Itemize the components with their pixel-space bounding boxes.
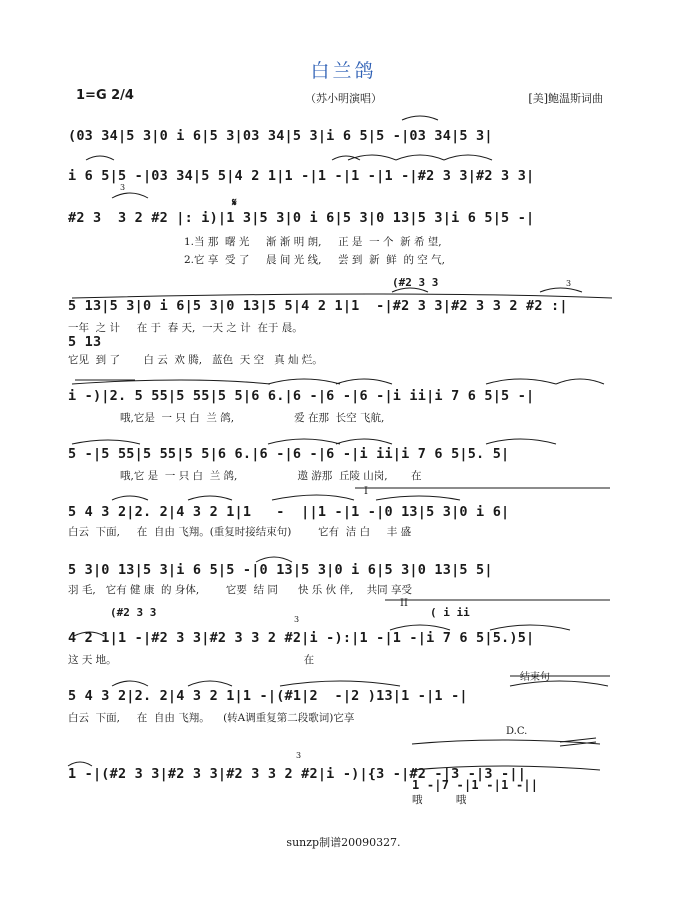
svg-text:3: 3 — [294, 615, 300, 624]
notation-line-6: i -)|2. 5 55|5 55|5 5|6 6.|6 -|6 -|6 -|i ii|i 7 6 5|5 -| — [68, 388, 535, 404]
key-signature: 1=G 2/4 — [76, 88, 134, 103]
lyric-line-11: 白云 下面, 在 自由 飞翔。 (转A调重复第二段歌词)它享 — [68, 712, 355, 724]
lyric-verse1-a: 1.当 那 曙 光 渐 渐 明 朗, 正 是 一 个 新 希 望, — [184, 236, 442, 248]
notation-line-8: 5 4 3 2|2. 2|4 3 2 1|1 - ||1 -|1 -|0 13|5 3|0 i 6| — [68, 504, 510, 520]
notation-line-2: i 6 5|5 -|03 34|5 5|4 2 1|1 -|1 -|1 -|1 -|#2 3 3|#2 3 3| — [68, 168, 535, 184]
lyric-line-12: 哦 哦 — [412, 794, 467, 806]
lyric-line-10: 这 天 地。 在 — [68, 654, 315, 666]
notation-line-5: 5 13 — [68, 334, 102, 350]
notation-line-3: #2 3 3 2 #2 |: i)|1 3|5 3|0 i 6|5 3|0 13|5 3|i 6 5|5 -| — [68, 210, 535, 226]
notation-line-4: 5 13|5 3|0 i 6|5 3|0 13|5 5|4 2 1|1 -|#2 3 3|#2 3 3 2 #2 :| — [68, 298, 568, 314]
notation-line-12-lower: 1 -|7 -|1 -|1 -|| — [412, 778, 539, 792]
song-title: 白兰鸽 — [310, 60, 377, 82]
lyric-verse2-a: 2.它 享 受 了 晨 间 光 线, 尝 到 新 鲜 的 空 气, — [184, 254, 445, 266]
composer-credit: [美]鲍温斯词曲 — [528, 92, 603, 105]
lyric-line-8: 白云 下面, 在 自由 飞翔。(重复时接结束句) 它有 洁 白 丰 盛 — [68, 526, 412, 538]
bracket-mark-3: ( i ii — [430, 606, 470, 619]
lyric-verse1-b: 一年 之 计 在 于 春 天, 一天 之 计 在于 晨。 — [68, 322, 303, 334]
dc-marking: D.C. — [506, 726, 528, 737]
volta-2-label: II — [400, 598, 408, 609]
footer-credit: sunzp制谱20090327. — [286, 836, 401, 849]
triplet-3-mark: 3 — [120, 183, 126, 192]
notation-line-7: 5 -|5 55|5 55|5 5|6 6.|6 -|6 -|6 -|i ii|i 7 6 5|5. 5| — [68, 446, 510, 462]
intro-bracket-mark-2: (#2 3 3 — [110, 606, 157, 619]
notation-line-11: 5 4 3 2|2. 2|4 3 2 1|1 -|(#1|2 -|2 )13|1 -|1 -| — [68, 688, 468, 704]
lyric-chorus-2: 哦,它 是 一 只 白 兰 鸽, 遨 游那 丘陵 山岗, 在 — [120, 470, 422, 482]
singer-credit: （苏小明演唱） — [305, 92, 382, 105]
lyric-verse2-b: 它见 到 了 白 云 欢 腾, 蓝色 天 空 真 灿 烂。 — [68, 354, 323, 366]
notation-line-10: 4 2 1|1 -|#2 3 3|#2 3 3 2 #2|i -):|1 -|1 -|i 7 6 5|5.)5| — [68, 630, 535, 646]
segno-icon: 𝄋 — [232, 196, 237, 209]
svg-text:3: 3 — [566, 279, 572, 288]
notation-line-12: 1 -|(#2 3 3|#2 3 3|#2 3 3 2 #2|i -)|{3 -|#2 -|3 -|3 -|| — [68, 766, 527, 782]
ending-label: 结束句 — [520, 672, 550, 683]
svg-text:3: 3 — [296, 751, 302, 760]
lyric-chorus-1: 哦,它是 一 只 白 兰 鸽, 爱 在那 长空 飞航, — [120, 412, 385, 424]
intro-bracket-mark: (#2 3 3 — [392, 276, 439, 289]
notation-line-1: (03 34|5 3|0 i 6|5 3|03 34|5 3|i 6 5|5 -|03 34|5 3| — [68, 128, 493, 144]
notation-line-9: 5 3|0 13|5 3|i 6 5|5 -|0 13|5 3|0 i 6|5 3|0 13|5 5| — [68, 562, 493, 578]
lyric-line-9: 羽 毛, 它有 健 康 的 身体, 它要 结 同 快 乐 伙 伴, 共同 享受 — [68, 584, 412, 596]
volta-1-label: I — [364, 486, 368, 497]
